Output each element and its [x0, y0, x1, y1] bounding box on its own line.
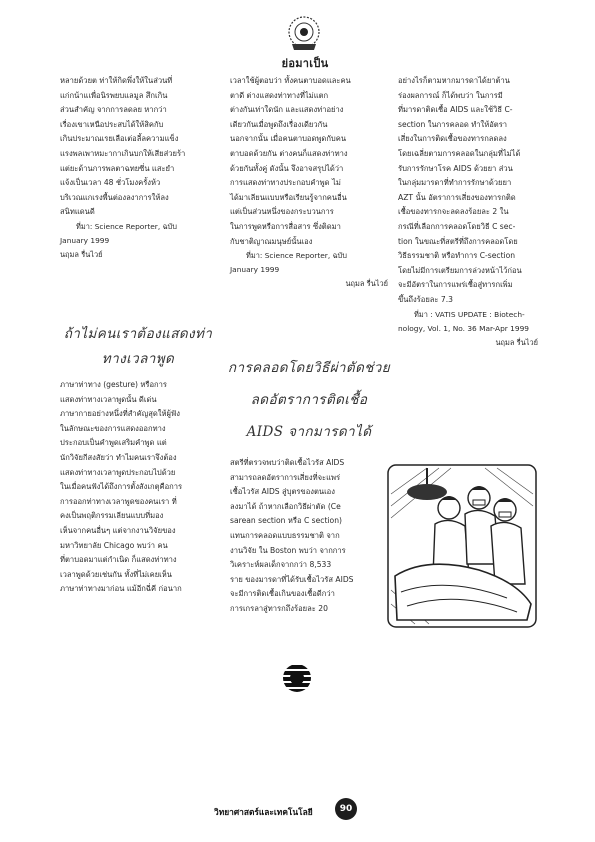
source-label: ที่มา: Science Reporter, ฉบับ — [246, 251, 347, 261]
text-line: sarean section หรือ C section) — [230, 516, 342, 526]
text-line: วิธีธรรมชาติ หรือทำการ C-section — [398, 251, 516, 261]
text-line: แต่ยะด้านการพลตาฉทยซี่น แสะยำ — [60, 163, 175, 173]
text-line: หลายด้วยต ท่าให้กิดพึ่งให้ในส่วนที่ — [60, 76, 173, 85]
striped-circle-ornament-icon — [282, 663, 312, 693]
surgeons-operating-room-illustration-icon — [387, 464, 537, 628]
text-line: เสี่ยงในการติดเชื้อของทารกลดลง — [398, 134, 507, 144]
section-title: ย่อมาเป็น — [281, 57, 329, 70]
text-line: สามารถลดอัตราการเสี่ยงที่จะแพร่ — [230, 472, 341, 482]
text-line: ตาดี ต่างแสดงท่าทางที่ไม่แตก — [230, 90, 329, 100]
text-line: ที่มารดาติดเชื้อ AIDS และใช้วิธี C- — [398, 105, 513, 115]
source-date: January 1999 — [60, 235, 110, 245]
text-line: โดยไม่มีการเตรียมการล่วงหน้าไว้ก่อน — [398, 265, 522, 275]
text-line: ในเมื่อคนฟังได้ถึงการตั้งสังเกตุคือการ — [60, 482, 183, 492]
text-line: เดียวกันเมื่อพูดถึงเรื่องเดียวกัน — [230, 119, 328, 129]
column-2-text-bottom — [230, 456, 388, 617]
text-line: เกินประมาณเรยเลือเต่อลี้ลความแข็ง — [60, 134, 179, 144]
text-line: กรณีที่เลือกการคลอดโดยวิธี C sec- — [398, 221, 516, 231]
article-heading-aids-line2: ลดอัตราการติดเชื้อ — [250, 392, 368, 408]
text-line: แสดงท่าทางเวลาพูดประกอบไปด้วย — [60, 467, 176, 477]
page-number: 90 — [335, 798, 357, 820]
text-line: เห็นจากคนอื่นๆ แต่จากงานวิจัยของ — [60, 525, 176, 535]
text-line: นอกจากนั้น เมื่อคนตาบอดพูดกับคน — [230, 134, 347, 144]
magazine-footer-title: วิทยาศาสตร์และเทคโนโลยี — [214, 807, 313, 817]
text-line: ตาบอดด้วยกัน ต่างคนก็แสดงท่าทาง — [230, 148, 348, 158]
column-1-text-top — [60, 74, 216, 262]
text-line: สนิทแดนดี — [60, 207, 95, 217]
text-line: จะมีการติดเชื้อเกินของเชื้อดีกว่า — [230, 589, 335, 599]
text-line: เชื้อของทารกจะลดลงร้อยละ 2 ใน — [398, 207, 509, 217]
source-date: nology, Vol. 1, No. 36 Mar-Apr 1999 — [398, 323, 529, 333]
text-line: ด้วยกันทั้งคู่ ดังนั้น จึงอาจสรุปได้ว่า — [230, 163, 344, 173]
article-heading-gesture-line1: ถ้าไม่คนเราต้องแสดงท่า — [63, 326, 213, 342]
text-line: อย่างไรก็ตามหากมารดาได้ยาต้าน — [398, 76, 510, 85]
text-line: ได้มาเลียนแบบหรือเรียนรู้จากคนอื่น — [230, 192, 347, 202]
source-label: ที่มา : VATIS UPDATE : Biotech- — [414, 309, 525, 319]
text-line: เวลาพูดด้วยเช่นกัน ทั้งที่ไม่เคยเห็น — [60, 569, 172, 579]
text-line: แต่เป็นส่วนหนึ่งของกระบวนการ — [230, 207, 334, 217]
text-line: กับชาติญาณมนุษย์นั้นเอง — [230, 236, 313, 246]
text-line: ลงมาได้ ถ้าหากเลือกวิธีผ่าตัด (Ce — [230, 501, 341, 511]
text-line: รับการรักษาโรค AIDS ด้วยยา ส่วน — [398, 163, 513, 173]
author-name: นฤมล รื่นไวย์ — [60, 249, 103, 259]
source-citation — [230, 249, 388, 291]
article-heading-aids-line3: AIDS จากมารดาได้ — [246, 424, 372, 440]
text-line: วิเคราะห์ผลเด็กจากกว่า 8,533 — [230, 560, 332, 570]
globe-emblem-icon — [284, 14, 324, 54]
text-line: การเกรลาสู่ทารกถึงร้อยละ 20 — [230, 603, 328, 613]
article-heading-aids-line1: การคลอดโดยวิธีผ่าตัดช่วย — [227, 360, 391, 376]
text-line: นักวิจัยกีสงสัยว่า ทำไมคนเราจึงต้อง — [60, 452, 177, 462]
text-line: สตรีที่ตรวจพบว่าติดเชื้อไวรัส AIDS — [230, 458, 345, 467]
text-line: โดยเฉลี่ยตามการคลอดในกลุ่มที่ไม่ได้ — [398, 148, 521, 158]
text-line: แรงพลเพาหมะากาเกินบกให้เสียส่วยร้า — [60, 148, 186, 158]
source-citation — [60, 220, 216, 262]
text-line: ต่างกันเท่าใดนัก และแสดงท่าอย่าง — [230, 105, 344, 115]
text-line: แก่กน้าแเพื่อนิรพยบแลมูล สึกเกิน — [60, 90, 168, 100]
column-1-text-bottom — [60, 378, 216, 597]
text-line: ร่องผลการณ์ ก็ได้พบว่า ในการมี — [398, 90, 503, 100]
text-line: ประกอบเป็นคำพูดเสริมคำพูด แต่ — [60, 438, 167, 448]
source-citation — [398, 308, 538, 350]
source-date: January 1999 — [230, 265, 280, 275]
text-line: ส่วนสำคัญ จากการลดลย หากว่า — [60, 105, 167, 115]
article-heading-gesture-line2: ทางเวลาพูด — [101, 351, 175, 367]
text-line: การแสดงท่าทางประกอบคำพูด ไม่ — [230, 178, 341, 188]
author-name: นฤมล รื่นไวย์ — [345, 279, 388, 289]
text-line: AZT นั้น อัตราการเสี่ยงของทารกติด — [398, 192, 516, 202]
text-line: ที่ตาบอดมาแต่กำเนิด ก็แสดงท่าทาง — [60, 555, 177, 565]
text-line: ภาษาท่าทาง (gesture) หรือการ — [60, 380, 167, 389]
text-line: เชื้อไวรัส AIDS สู่บุตรของตนเอง — [230, 487, 335, 497]
text-line: งานวิจัย ใน Boston พบว่า จากการ — [230, 545, 346, 555]
text-line: จะมีอัตราในการแพร่เชื้อสู่ทารกเพิ่ม — [398, 280, 513, 290]
text-line: คงเป็นพฤติกรรมเลียนแบบที่มอง — [60, 511, 164, 521]
text-line: ภาษาท่าทางมาก่อน แม้อีกฉี่คี ก่อนาก — [60, 584, 182, 594]
text-line: ราย ของมารดาที่ได้รับเชื้อไวรัส AIDS — [230, 574, 354, 584]
text-line: ขึ้นถึงร้อยละ 7.3 — [398, 294, 453, 304]
column-3-text — [398, 74, 538, 350]
text-line: แสดงท่าทางเวลาพูดนั้น ดีเด่น — [60, 394, 157, 404]
text-line: การออกท่าทางเวลาพูดของคนเรา ที่ — [60, 496, 177, 506]
column-2-text-top — [230, 74, 388, 291]
source-label: ที่มา: Science Reporter, ฉบับ — [76, 221, 177, 231]
text-line: ในลักษณะของการแสดงออกทาง — [60, 423, 166, 433]
text-line: section ในการคลอด ทำให้อัตรา — [398, 119, 508, 129]
text-line: ในการพูดหรือการสื่อสาร ซึ่งติดมา — [230, 221, 341, 231]
text-line: tion ในขณะที่สตรีที่ถึงการคลอดโดย — [398, 236, 518, 246]
author-name: นฤมล รื่นไวย์ — [495, 337, 538, 347]
text-line: บริเวณแกเรงพื้นต่องลงาการให้ลง — [60, 192, 169, 202]
text-line: เวลาใช้ผู้ตอบว่า ทั้งคนตาบอดและคน — [230, 76, 351, 85]
text-line: ภาษากายอย่างหนึ่งที่สำคัญสุดให้ผู้ฟัง — [60, 409, 181, 419]
text-line: มหาวิทยาลัย Chicago พบว่า คน — [60, 540, 168, 550]
text-line: แทนการคลอดแบบธรรมชาติ จาก — [230, 530, 340, 540]
text-line: ในกลุ่มมารดาที่ทำการรักษาด้วยยา — [398, 178, 512, 188]
text-line: แจ้งเป็นเวลา 48 ชั่วโมงครั้งห้ว — [60, 178, 161, 188]
text-line: เรื่องเขาเหนือประสบได้ให้สิคกับ — [60, 119, 164, 129]
